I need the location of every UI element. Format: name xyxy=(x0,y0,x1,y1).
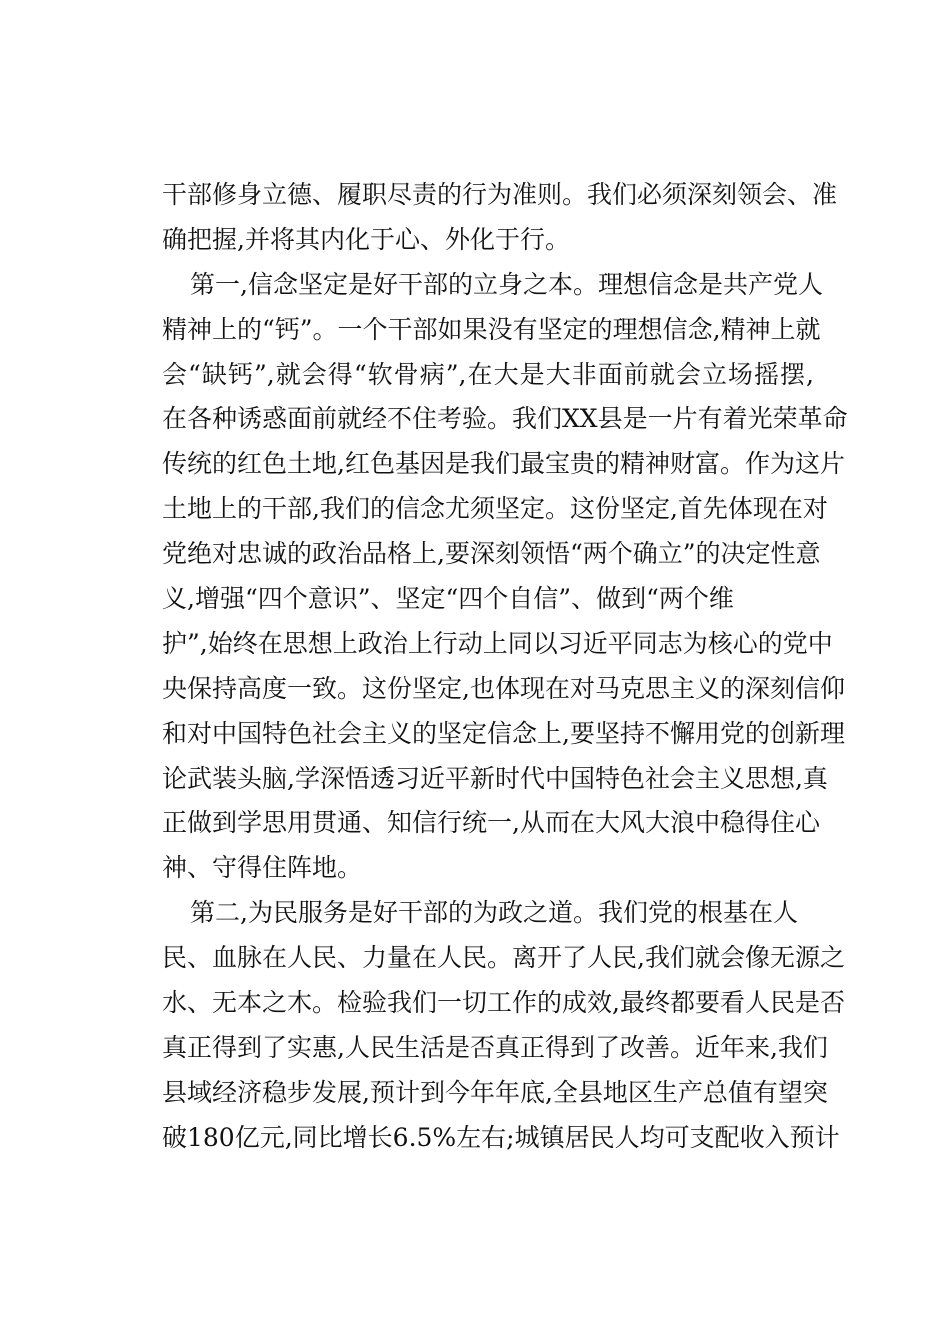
body-text xyxy=(162,173,848,1161)
text-line: 破180亿元,同比增长6.5%左右;城镇居民人均可支配收入预计 xyxy=(162,1122,840,1152)
text-line: 央保持高度一致。这份坚定,也体现在对马克思主义的深刻信仰 xyxy=(162,673,845,703)
text-line: 会“缺钙”,就会得“软骨病”,在大是大非面前就会立场摇摆, xyxy=(162,359,814,389)
text-line: 论武装头脑,学深悟透习近平新时代中国特色社会主义思想,真 xyxy=(162,763,828,793)
text-line: 水、无本之木。检验我们一切工作的成效,最终都要看人民是否 xyxy=(162,988,845,1018)
text-line: 确把握,并将其内化于心、外化于行。 xyxy=(162,224,570,254)
text-line: 土地上的干部,我们的信念尤须坚定。这份坚定,首先体现在对 xyxy=(162,494,828,524)
text-line: 传统的红色土地,红色基因是我们最宝贵的精神财富。作为这片 xyxy=(162,449,845,479)
text-line: 在各种诱惑面前就经不住考验。我们XX县是一片有着光荣革命 xyxy=(162,404,848,434)
text-line: 正做到学思用贯通、知信行统一,从而在大风大浪中稳得住心 xyxy=(162,808,820,838)
paragraph-first-line: 第一,信念坚定是好干部的立身之本。理想信念是共产党人 xyxy=(190,269,823,299)
text-line: 护”,始终在思想上政治上行动上同以习近平同志为核心的党中 xyxy=(162,628,833,658)
text-line: 义,增强“四个意识”、坚定“四个自信”、做到“两个维 xyxy=(162,584,734,614)
text-line: 县域经济稳步发展,预计到今年年底,全县地区生产总值有望突 xyxy=(162,1077,828,1107)
text-line: 党绝对忠诚的政治品格上,要深刻领悟“两个确立”的决定性意 xyxy=(162,539,821,569)
text-line: 精神上的“钙”。一个干部如果没有坚定的理想信念,精神上就 xyxy=(162,314,821,344)
text-line: 民、血脉在人民、力量在人民。离开了人民,我们就会像无源之 xyxy=(162,943,845,973)
text-line: 神、守得住阵地。 xyxy=(162,853,363,883)
paragraph-first-line: 第二,为民服务是好干部的为政之道。我们党的根基在人 xyxy=(190,898,798,928)
text-line: 真正得到了实惠,人民生活是否真正得到了改善。近年来,我们 xyxy=(162,1032,828,1062)
text-line: 和对中国特色社会主义的坚定信念上,要坚持不懈用党的创新理 xyxy=(162,718,845,748)
text-line: 干部修身立德、履职尽责的行为准则。我们必须深刻领会、准 xyxy=(162,180,838,209)
